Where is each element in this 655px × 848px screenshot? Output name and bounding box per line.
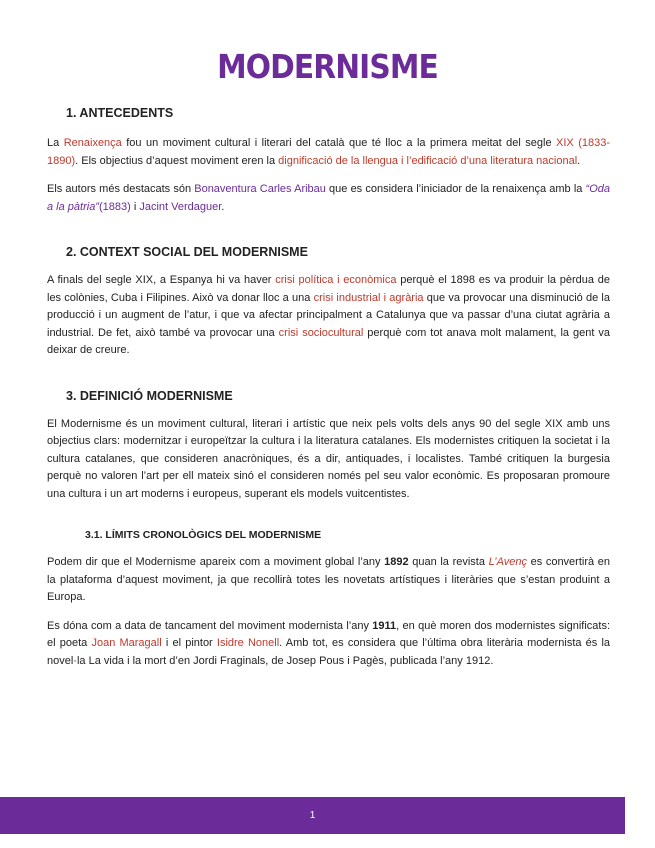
author-aribau: Bonaventura Carles Aribau [194,183,326,195]
section-heading-definicio: 3. DEFINICIÓ MODERNISME [66,388,233,403]
work-oda-a-la-patria: “Oda a la pàtria” [47,183,611,213]
section-heading-antecedents: 1. ANTECEDENTS [66,106,174,120]
document-body [47,104,610,670]
page-title: MODERNISME [217,47,438,86]
paragraph-definicio: El Modernisme és un moviment cultural, literari i artístic que neix pels volts dels anys 90 del segle XIX amb uns objectius clars: modernitzar i europeïtzar la cultura i la literatura catalanes. Els modernistes critiquen la societat i la cultura catalanes, que consideren anacròniques, és a dir, antiquades, i localistes. També critiquen la burgesia perquè no valoren l’art per ell mateix sinó el consideren només pel seu valor econòmic. Es proposaran promoure una cultura i un art moderns i europeus, superant els models vuitcentistes. [47,417,610,500]
paragraph-renaixenca: La Renaixença fou un moviment cultural i literari del català que té lloc a la primera meitat del segle XIX (1833-1890). Els objectius d’aquest moviment eren la dignificació de la llengua i l’edificació d’una literatura nacional. [47,137,610,167]
year-1892: 1892 [384,556,409,568]
paragraph-inici-modernisme: Podem dir que el Modernisme apareix com a moviment global l’any 1892 quan la revista L’Avenç es convertirà en la plataforma d’aquest moviment, ja que recollirà totes les novetats artístiques i literàries que s’estan produint a Europa. [47,556,610,603]
magazine-lavenc: L’Avenç [488,556,527,568]
page-footer [0,797,625,834]
subsection-heading-limits: 3.1. LÍMITS CRONOLÒGICS DEL MODERNISME [85,529,322,541]
page-number: 1 [309,810,316,821]
highlight-crisi-politica: crisi política i econòmica [275,274,397,286]
highlight-dignificacio: dignificació de la llengua i l’edificació d’una literatura nacional [278,154,578,167]
painter-nonell: Isidre Nonell [216,637,280,649]
poet-maragall: Joan Maragall [91,637,162,649]
highlight-crisi-industrial: crisi industrial i agrària [313,291,424,304]
highlight-crisi-sociocultural: crisi sociocultural [278,326,364,339]
paragraph-tancament-modernisme: Es dóna com a data de tancament del moviment modernista l’any 1911, en què moren dos modernistes significats: el poeta Joan Maragall i el pintor Isidre Nonell. Amb tot, es considera que l’última obra literària modernista és la novel·la La vida i la mort d’en Jordi Fraginals, de Josep Pous i Pagès, publicada l’any 1912. [47,619,611,667]
highlight-renaixenca: Renaixença [63,137,122,149]
section-heading-context-social: 2. CONTEXT SOCIAL DEL MODERNISME [66,245,308,259]
highlight-segle-xix: XIX (1833-1890) [47,137,610,167]
year-1911: 1911 [372,619,397,632]
paragraph-autors: Els autors més destacats són Bonaventura Carles Aribau que es considera l’iniciador de la renaixença amb la “Oda a la pàtria”(1883) i Jacint Verdaguer. [47,183,611,213]
paragraph-context-social: A finals del segle XIX, a Espanya hi va haver crisi política i econòmica perquè el 1898 es va produir la pèrdua de les colònies, Cuba i Filipines. Això va donar lloc a una crisi industrial i agrària que va provocar una disminució de la producció i un augment de l’atur, i que va afectar principalment a Catalunya que va passar d’una ciutat agrària a industrial. De fet, això també va provocar una crisi sociocultural perquè com tot anava molt malament, la gent va deixar de creure. [47,274,610,356]
author-verdaguer: Jacint Verdaguer [139,200,222,213]
